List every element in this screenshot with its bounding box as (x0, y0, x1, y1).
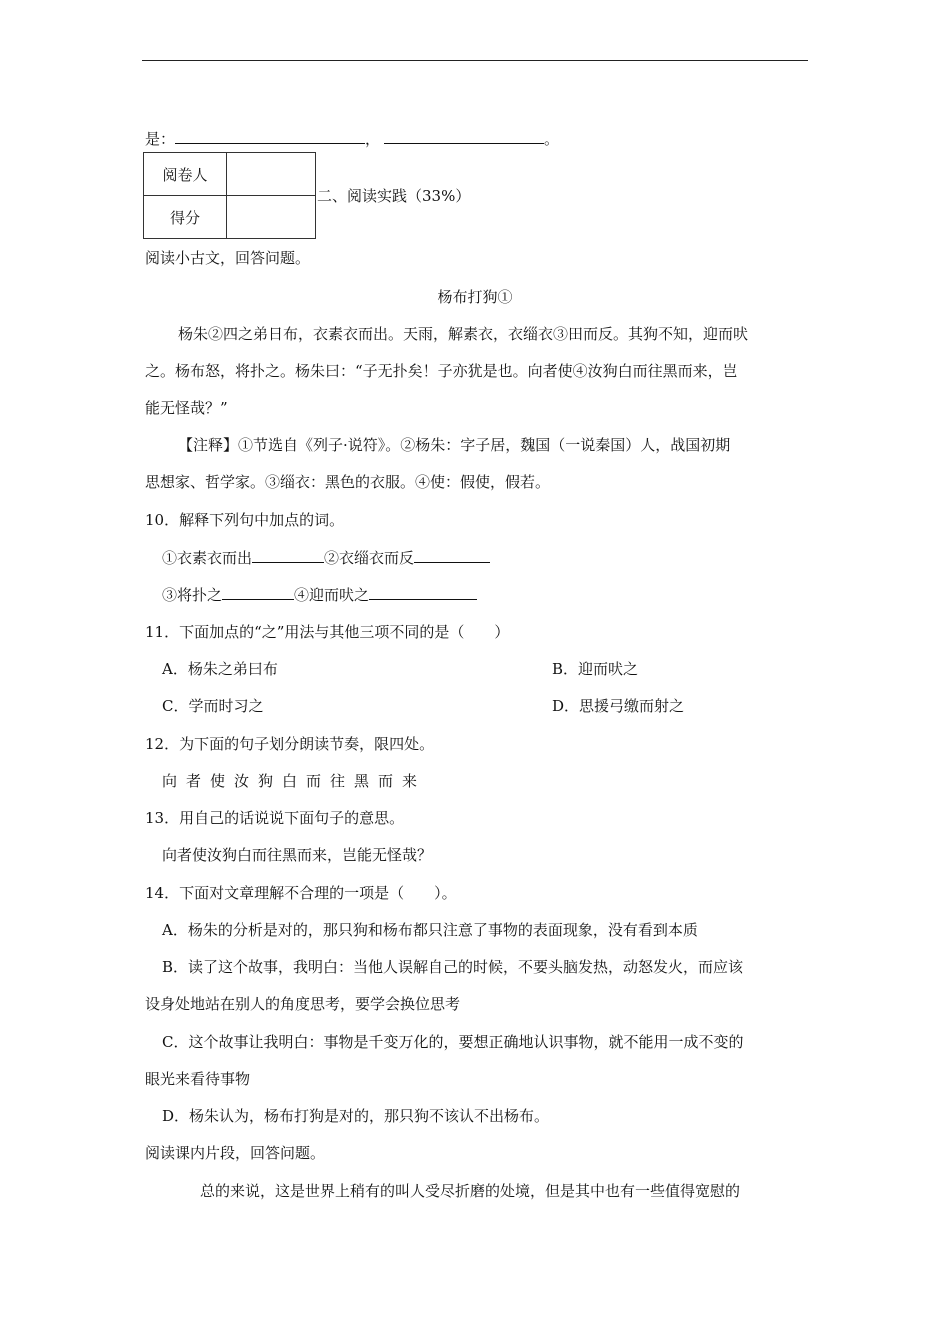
q14-stem: 14．下面对文章理解不合理的一项是（ ）。 (145, 884, 457, 902)
passage2-line-1: 总的来说，这是世界上稍有的叫人受尽折磨的处境，但是其中也有一些值得宽慰的 (200, 1182, 741, 1200)
answer-line (145, 128, 559, 149)
q10-item-d: ④迎而吠之 (294, 586, 370, 604)
reviewer-label: 阅卷人 (144, 153, 227, 196)
q10-blank-a[interactable] (252, 547, 324, 563)
q10-item-b: ②衣缁衣而反 (324, 549, 415, 567)
score-label: 得分 (144, 196, 227, 239)
q10-item-c: ③将扑之 (162, 586, 223, 604)
q14-option-b-line-2: 设身处地站在别人的角度思考，要学会换位思考 (145, 995, 461, 1013)
answer-blank-1[interactable] (175, 128, 365, 144)
q11-option-a[interactable]: A．杨朱之弟曰布 (162, 660, 278, 678)
q12-stem: 12．为下面的句子划分朗读节奏，限四处。 (145, 735, 435, 753)
q10-stem: 10．解释下列句中加点的词。 (145, 511, 345, 529)
header-rule (142, 60, 808, 61)
passage-title: 杨布打狗① (437, 288, 513, 306)
score-table (143, 152, 316, 239)
q14-option-b-line-1[interactable]: B．读了这个故事，我明白：当他人误解自己的时候，不要头脑发热，动怒发火，而应该 (162, 958, 744, 976)
reading-intro-1: 阅读小古文，回答问题。 (145, 249, 311, 267)
q14-option-c-line-2: 眼光来看待事物 (145, 1070, 251, 1088)
reading-intro-2: 阅读课内片段，回答问题。 (145, 1144, 326, 1162)
q10-blank-c[interactable] (222, 584, 294, 600)
q10-row-2 (162, 584, 477, 605)
answer-line-comma: ， (365, 130, 381, 148)
passage-line-1: 杨朱②四之弟日布，衣素衣而出。天雨，解素衣，衣缁衣③田而反。其狗不知，迎而吠 (178, 325, 749, 343)
notes-line-1: 【注释】①节选自《列子·说符》。②杨朱：字子居，魏国（一说秦国）人，战国初期 (178, 436, 731, 454)
q14-option-d[interactable]: D．杨朱认为，杨布打狗是对的，那只狗不该认不出杨布。 (162, 1107, 550, 1125)
q14-option-c-line-1[interactable]: C．这个故事让我明白：事物是千变万化的，要想正确地认识事物，就不能用一成不变的 (162, 1033, 744, 1051)
passage-line-3: 能无怪哉？” (145, 399, 228, 417)
score-cell[interactable] (227, 196, 316, 239)
answer-line-prefix: 是： (145, 130, 176, 148)
notes-line-2: 思想家、哲学家。③缁衣：黑色的衣服。④使：假使，假若。 (145, 473, 551, 491)
q13-stem: 13．用自己的话说说下面句子的意思。 (145, 809, 405, 827)
q10-item-a: ①衣素衣而出 (162, 549, 253, 567)
q10-blank-d[interactable] (369, 584, 477, 600)
q13-sentence: 向者使汝狗白而往黑而来，岂能无怪哉？ (162, 846, 433, 864)
answer-line-period: 。 (544, 130, 560, 148)
q14-option-a[interactable]: A．杨朱的分析是对的，那只狗和杨布都只注意了事物的表面现象，没有看到本质 (162, 921, 698, 939)
section-title: 二、阅读实践（33%） (317, 187, 471, 205)
q12-sentence: 向者使汝狗白而往黑而来 (162, 772, 427, 790)
q11-stem: 11．下面加点的“之”用法与其他三项不同的是（ ） (145, 623, 510, 641)
passage-line-2: 之。杨布怒，将扑之。杨朱曰：“子无扑矣！子亦犹是也。向者使④汝狗白而往黑而来，岂 (145, 362, 738, 380)
q10-row-1 (162, 547, 490, 568)
answer-blank-2[interactable] (384, 128, 544, 144)
q11-option-b[interactable]: B．迎而吠之 (552, 660, 639, 678)
q11-option-c[interactable]: C．学而时习之 (162, 697, 264, 715)
reviewer-cell[interactable] (227, 153, 316, 196)
q11-option-d[interactable]: D．思援弓缴而射之 (552, 697, 685, 715)
q10-blank-b[interactable] (414, 547, 490, 563)
